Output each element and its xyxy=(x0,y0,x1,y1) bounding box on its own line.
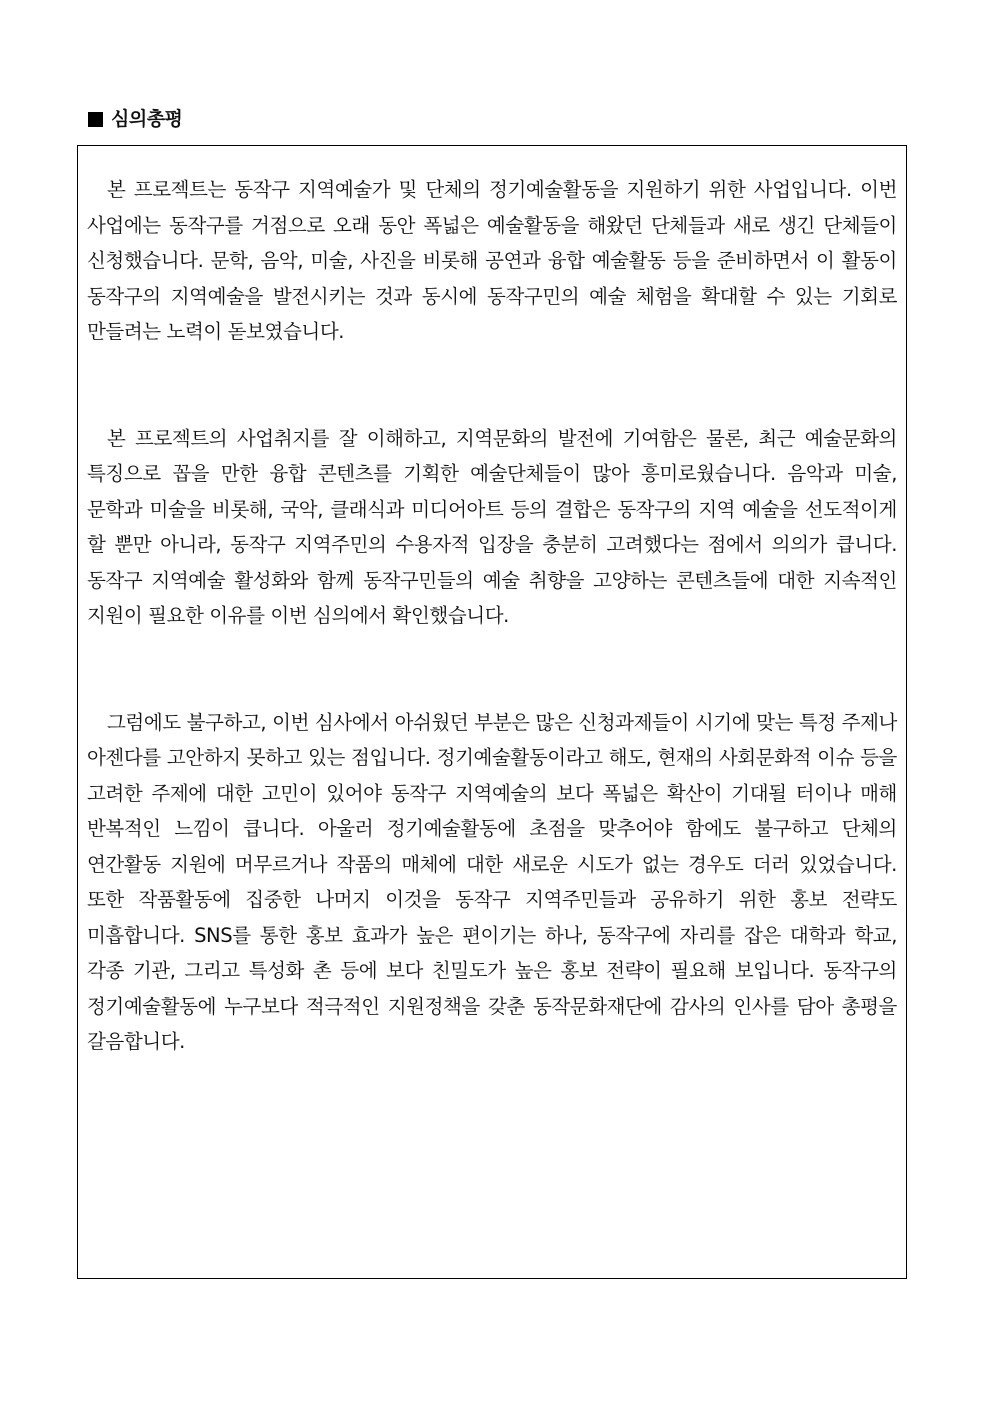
section-heading xyxy=(88,106,182,132)
section-title: 심의총평 xyxy=(111,108,183,130)
review-paragraph-1: 본 프로젝트는 동작구 지역예술가 및 단체의 정기예술활동을 지원하기 위한 사업입니다. 이번 사업에는 동작구를 거점으로 오래 동안 폭넓은 예술활동을 해왔던 단체들과 새로 생긴 단체들이 신청했습니다. 문학, 음악, 미술, 사진을 비롯해 공연과 융합 예술활동 등을 준비하면서 이 활동이 동작구의 지역예술을 발전시키는 것과 동시에 동작구민의 예술 체험을 확대할 수 있는 기회로 만들려는 노력이 돋보였습니다. xyxy=(87,178,897,343)
review-paragraph-2: 본 프로젝트의 사업취지를 잘 이해하고, 지역문화의 발전에 기여함은 물론, 최근 예술문화의 특징으로 꼽을 만한 융합 콘텐츠를 기획한 예술단체들이 많아 흥미로웠습니다. 음악과 미술, 문학과 미술을 비롯해, 국악, 클래식과 미디어아트 등의 결합은 동작구의 지역 예술을 선도적이게 할 뿐만 아니라, 동작구 지역주민의 수용자적 입장을 충분히 고려했다는 점에서 의의가 큽니다. 동작구 지역예술 활성화와 함께 동작구민들의 예술 취향을 고양하는 콘텐츠들에 대한 지속적인 지원이 필요한 이유를 이번 심의에서 확인했습니다. xyxy=(87,426,897,627)
review-paragraph-3: 그럼에도 불구하고, 이번 심사에서 아쉬웠던 부분은 많은 신청과제들이 시기에 맞는 특정 주제나 아젠다를 고안하지 못하고 있는 점입니다. 정기예술활동이라고 해도, 현재의 사회문화적 이슈 등을 고려한 주제에 대한 고민이 있어야 동작구 지역예술의 보다 폭넓은 확산이 기대될 터이나 매해 반복적인 느낌이 큽니다. 아울러 정기예술활동에 초점을 맞추어야 함에도 불구하고 단체의 연간활동 지원에 머무르거나 작품의 매체에 대한 새로운 시도가 없는 경우도 더러 있었습니다. 또한 작품활동에 집중한 나머지 이것을 동작구 지역주민들과 공유하기 위한 홍보 전략도 미흡합니다. SNS를 통한 홍보 효과가 높은 편이기는 하나, 동작구에 자리를 잡은 대학과 학교, 각종 기관, 그리고 특성화 촌 등에 보다 친밀도가 높은 홍보 전략이 필요해 보입니다. 동작구의 정기예술활동에 누구보다 적극적인 지원정책을 갖춘 동작문화재단에 감사의 인사를 담아 총평을 갈음합니다. xyxy=(87,710,897,1053)
review-summary-box xyxy=(77,145,907,1279)
black-square-icon xyxy=(88,112,103,127)
